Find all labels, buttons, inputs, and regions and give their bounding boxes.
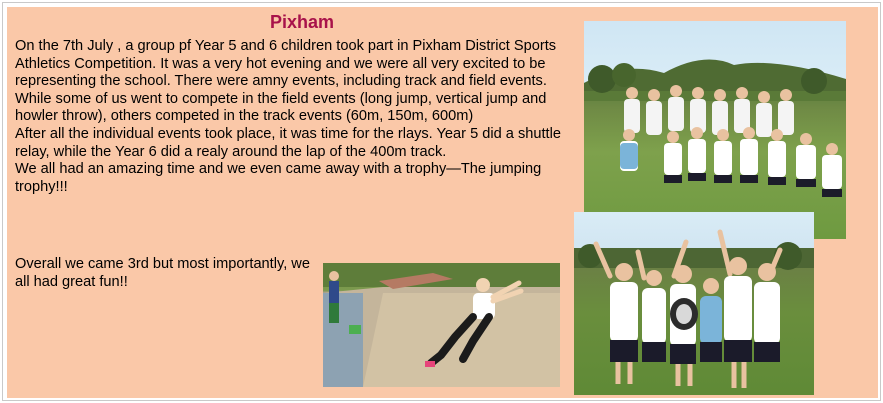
trophy-celebration-photo [574,212,814,395]
paragraph-closing: Overall we came 3rd but most importantly, we all had great fun!! [15,256,310,290]
document-frame [2,2,881,401]
long-jump-photo [323,263,560,387]
newsletter-panel [7,7,878,398]
team-photo [584,21,846,239]
article-body [15,38,583,196]
paragraph-events: While some of us went to compete in the field events (long jump, vertical jump and howler throw), others competed in the track events (60m, 150m, 600m) [15,90,547,125]
paragraph-relays: After all the individual events took place, it was time for the rlays. Year 5 did a shuttle relay, while the Year 6 did a realy around the lap of the 400m track. [15,125,561,160]
paragraph-intro: On the 7th July , a group pf Year 5 and 6 children took part in Pixham District Sports Athletics Competition. It was a very hot evening and we were all very excited to be representing the school. There were amny events, including track and field events. [15,38,557,90]
paragraph-trophy: We all had an amazing time and we even came away with a trophy—The jumping trophy!!! [15,161,542,195]
article-title: Pixham [269,12,335,32]
